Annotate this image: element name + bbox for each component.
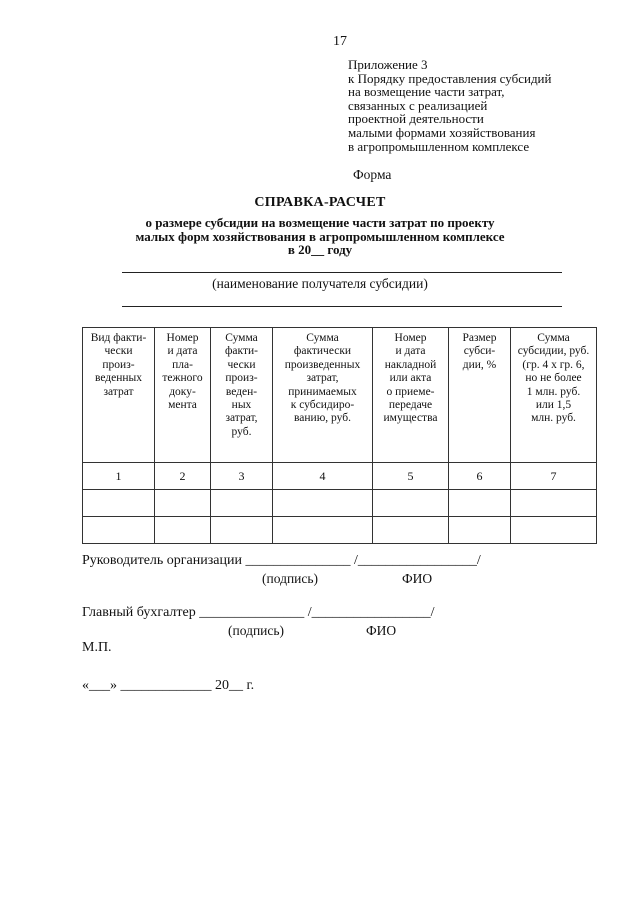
table-cell[interactable] — [155, 490, 211, 517]
table-row — [83, 517, 597, 544]
table-cell[interactable] — [449, 490, 511, 517]
column-number: 2 — [155, 463, 211, 490]
table-header-cell: Вид факти- чески произ- веденных затрат — [83, 328, 155, 463]
table-header-cell: Сумма фактически произведенных затрат, принимаемых к субсидиро- ванию, руб. — [273, 328, 373, 463]
table-cell[interactable] — [211, 490, 273, 517]
appendix-line: к Порядку предоставления субсидий — [348, 70, 552, 86]
head-name-caption: ФИО — [402, 571, 433, 586]
recipient-caption: (наименование получателя субсидии) — [212, 276, 428, 291]
date-line: «___» _____________ 20__ г. — [82, 678, 255, 693]
column-number: 6 — [449, 463, 511, 490]
appendix-note — [348, 58, 551, 153]
recipient-line — [122, 272, 562, 273]
accountant-signature-line: Главный бухгалтер _______________ /_________________/ — [82, 605, 435, 620]
table-row — [83, 490, 597, 517]
appendix-line: на возмещение части затрат, — [348, 84, 505, 100]
head-signature-caption: (подпись) — [262, 571, 319, 586]
appendix-line: связанных с реализацией — [348, 97, 488, 113]
accountant-name-caption: ФИО — [366, 623, 397, 638]
calculation-table — [82, 327, 597, 544]
table-cell[interactable] — [373, 517, 449, 544]
table-cell[interactable] — [373, 490, 449, 517]
accountant-signature-caption: (подпись) — [228, 623, 285, 638]
column-number: 3 — [211, 463, 273, 490]
document-title: СПРАВКА-РАСЧЕТ — [254, 195, 386, 210]
column-number: 1 — [83, 463, 155, 490]
table-header-cell: Сумма субсидии, руб. (гр. 4 х гр. 6, но не более 1 млн. руб. или 1,5 млн. руб. — [511, 328, 597, 463]
table-cell[interactable] — [273, 490, 373, 517]
appendix-line: Приложение 3 — [348, 57, 428, 72]
stamp-label: М.П. — [82, 640, 112, 655]
table-header-cell: Сумма факти- чески произ- веден- ных затрат, руб. — [211, 328, 273, 463]
table-cell[interactable] — [155, 517, 211, 544]
subtitle-line: малых форм хозяйствования в агропромышленном комплексе — [135, 228, 505, 244]
form-label: Форма — [353, 167, 392, 182]
table-cell[interactable] — [511, 517, 597, 544]
subtitle-line: в 20__ году — [287, 242, 353, 257]
page-number: 17 — [333, 34, 347, 49]
table-cell[interactable] — [273, 517, 373, 544]
subtitle-line: о размере субсидии на возмещение части затрат по проекту — [145, 215, 495, 230]
column-number: 5 — [373, 463, 449, 490]
recipient-line-2 — [122, 306, 562, 307]
table-header-cell: Размер субси- дии, % — [449, 328, 511, 463]
appendix-line: малыми формами хозяйствования — [348, 124, 536, 140]
column-number-row — [83, 463, 597, 490]
table-cell[interactable] — [211, 517, 273, 544]
table-cell[interactable] — [83, 490, 155, 517]
head-signature-line: Руководитель организации _______________ /_________________/ — [82, 553, 481, 568]
document-subtitle — [0, 216, 640, 257]
appendix-line: проектной деятельности — [348, 111, 484, 127]
column-number: 7 — [511, 463, 597, 490]
table-cell[interactable] — [83, 517, 155, 544]
table-header-cell: Номер и дата пла- тежного доку- мента — [155, 328, 211, 463]
table-cell[interactable] — [511, 490, 597, 517]
table-header-row — [83, 328, 597, 463]
appendix-line: в агропромышленном комплексе — [348, 138, 530, 154]
table-header-cell: Номер и дата накладной или акта о приеме- передаче имущества — [373, 328, 449, 463]
table-cell[interactable] — [449, 517, 511, 544]
column-number: 4 — [273, 463, 373, 490]
